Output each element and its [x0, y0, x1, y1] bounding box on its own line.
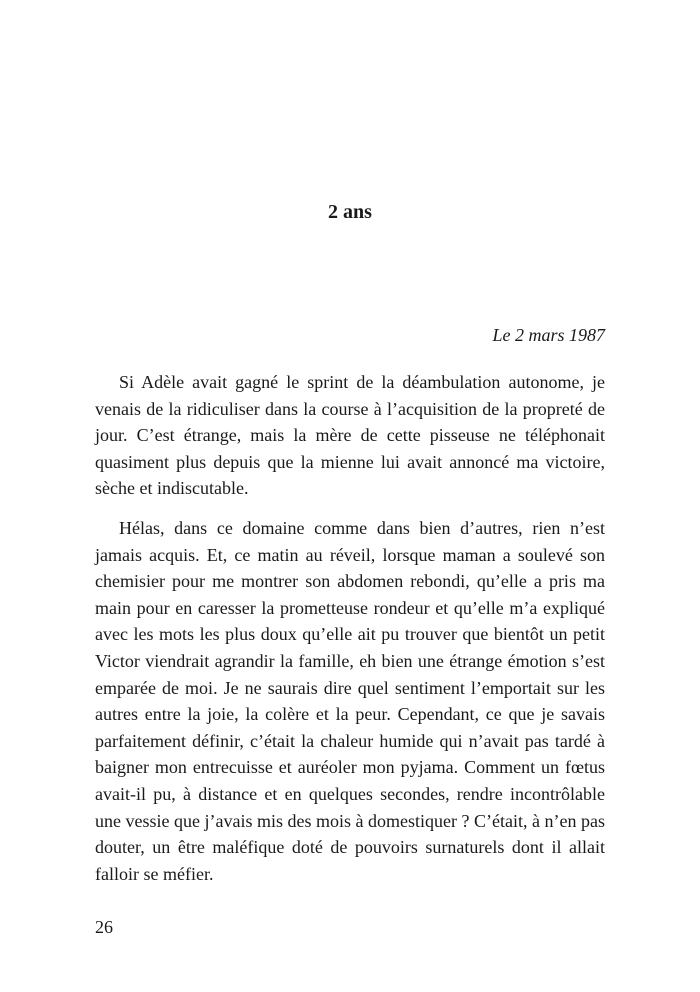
paragraph: Si Adèle avait gagné le sprint de la déambulation autonome, je venais de la ridiculiser dans la course à l’acquisition de la propreté de jour. C’est étrange, mais la mère de cette pisseuse ne téléphonait quasiment plus depuis que la mienne lui avait annoncé ma victoire, sèche et indiscutable.: [95, 372, 605, 499]
paragraph: Hélas, dans ce domaine comme dans bien d’autres, rien n’est jamais acquis. Et, ce matin au réveil, lorsque maman a soulevé son chemisier pour me montrer son abdomen rebondi, qu’elle a pris ma main pour en caresser la prometteuse rondeur et qu’elle m’a expliqué avec les mots les plus doux qu’elle ait pu trouver que bientôt un petit Victor viendrait agrandir la famille, eh bien une étrange émotion s’est emparée de moi. Je ne saurais dire quel sentiment l’emportait sur les autres entre la joie, la colère et la peur. Cependant, ce que je savais parfaitement définir, c’était la chaleur humide qui n’avait pas tardé à baigner mon entrecuisse et auréoler mon pyjama. Comment un fœtus avait-il pu, à distance et en quelques secondes, rendre incontrôlable une vessie que j’avais mis des mois à domestiquer ? C’était, à n’en pas douter, un être maléfique doté de pouvoirs surnaturels dont il allait falloir se méfier.: [95, 518, 605, 884]
paragraph-block: [95, 369, 605, 502]
chapter-title: 2 ans: [328, 201, 372, 223]
paragraph-block: [95, 515, 605, 887]
page-number: 26: [95, 917, 113, 937]
entry-date: Le 2 mars 1987: [492, 325, 605, 345]
